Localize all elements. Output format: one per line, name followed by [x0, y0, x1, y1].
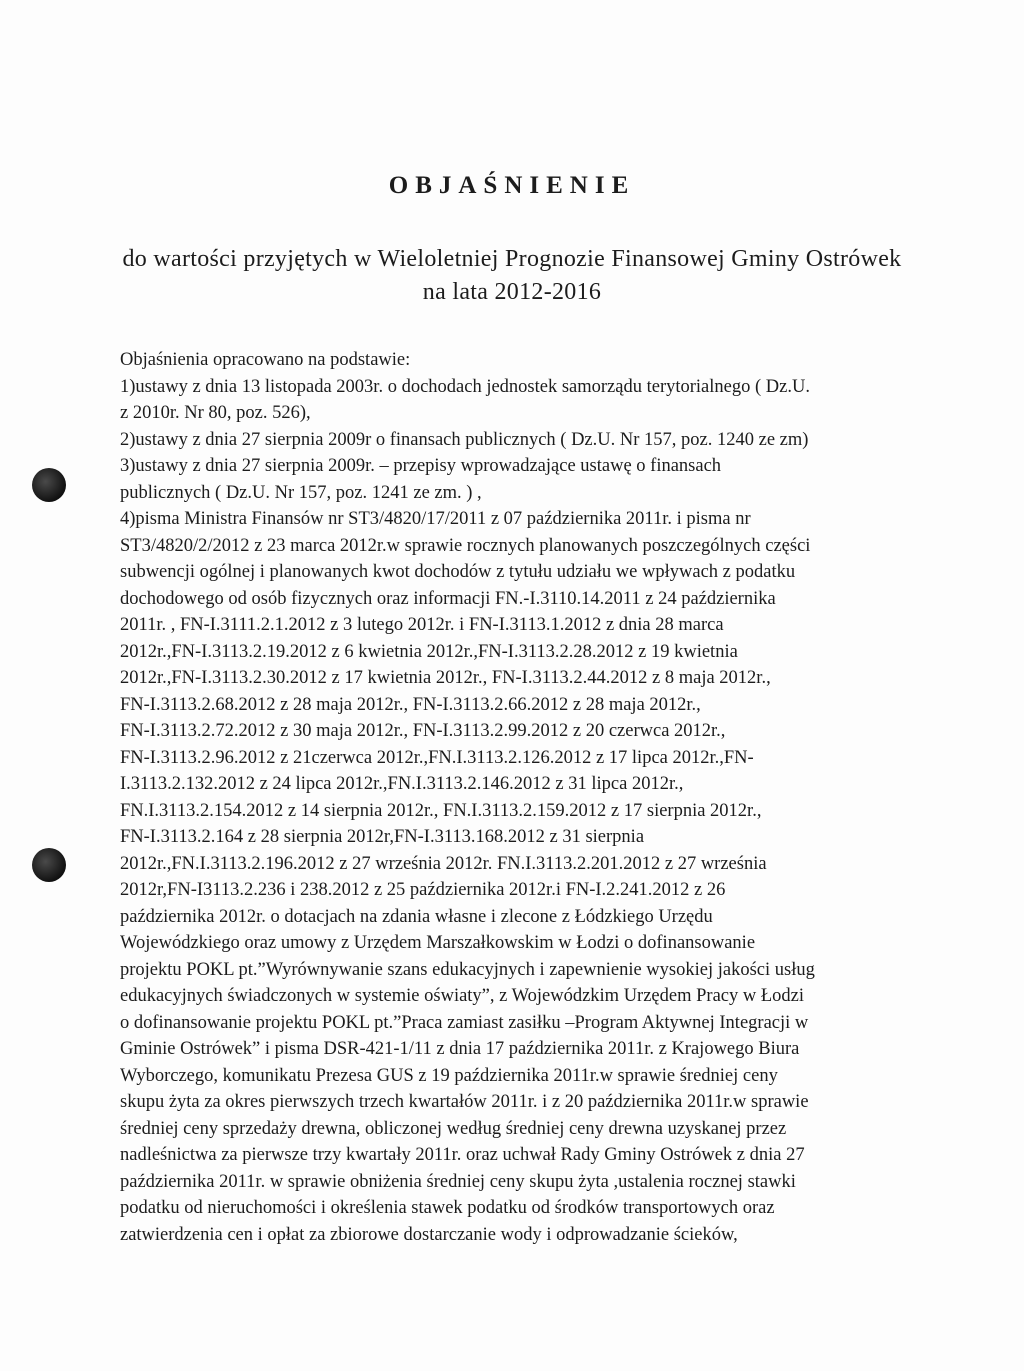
punch-hole-top [32, 468, 66, 502]
document-title: OBJAŚNIENIE [388, 172, 636, 199]
body-line: nadleśnictwa za pierwsze trzy kwartały 2011r. oraz uchwał Rady Gminy Ostrówek z dnia 27 [120, 1145, 805, 1165]
body-line: FN-I.3113.2.164 z 28 sierpnia 2012r,FN-I.3113.168.2012 z 31 sierpnia [120, 827, 645, 847]
body-line: 2)ustawy z dnia 27 sierpnia 2009r o finansach publicznych ( Dz.U. Nr 157, poz. 1240 ze zm) [120, 429, 809, 450]
document-subtitle [0, 243, 1024, 309]
body-line: 2011r. , FN-I.3111.2.1.2012 z 3 lutego 2012r. i FN-I.3113.1.2012 z dnia 28 marca [120, 615, 724, 635]
body-line: podatku od nieruchomości i określenia stawek podatku od środków transportowych oraz [120, 1198, 775, 1218]
body-line: subwencji ogólnej i planowanych kwot dochodów z tytułu udziału we wpływach z podatku [120, 562, 796, 582]
body-line: edukacyjnych świadczonych w systemie oświaty”, z Wojewódzkim Urzędem Pracy w Łodzi [120, 986, 805, 1006]
body-line: października 2012r. o dotacjach na zdania własne i zlecone z Łódzkiego Urzędu [120, 906, 713, 927]
subtitle-line: na lata 2012-2016 [422, 279, 602, 305]
body-line: października 2011r. w sprawie obniżenia średniej ceny skupu żyta ,ustalenia rocznej stawki [120, 1171, 796, 1192]
body-line: zatwierdzenia cen i opłat za zbiorowe dostarczanie wody i odprowadzanie ścieków, [120, 1224, 738, 1245]
body-line: średniej ceny sprzedaży drewna, obliczonej według średniej ceny drewna uzyskanej przez [120, 1118, 787, 1139]
body-line: ST3/4820/2/2012 z 23 marca 2012r.w sprawie rocznych planowanych poszczególnych części [120, 535, 811, 556]
body-line: o dofinansowanie projektu POKL pt.”Praca zamiast zasiłku –Program Aktywnej Integracji w [120, 1012, 809, 1033]
punch-hole-bottom [32, 848, 66, 882]
body-line: Gminie Ostrówek” i pisma DSR-421-1/11 z dnia 17 października 2011r. z Krajowego Biura [120, 1039, 800, 1059]
body-line: 1)ustawy z dnia 13 listopada 2003r. o dochodach jednostek samorządu terytorialnego ( Dz.U. [120, 376, 810, 397]
body-line: 4)pisma Ministra Finansów nr ST3/4820/17/2011 z 07 października 2011r. i pisma nr [120, 509, 751, 529]
body-line: Objaśnienia opracowano na podstawie: [120, 350, 411, 370]
body-line: FN-I.3113.2.68.2012 z 28 maja 2012r., FN-I.3113.2.66.2012 z 28 maja 2012r., [120, 694, 701, 715]
body-line: 2012r,FN-I3113.2.236 i 238.2012 z 25 października 2012r.i FN-I.2.241.2012 z 26 [120, 880, 726, 900]
body-line: Wyborczego, komunikatu Prezesa GUS z 19 października 2011r.w sprawie średniej ceny [120, 1065, 778, 1086]
body-line: skupu żyta za okres pierwszych trzech kwartałów 2011r. i z 20 października 2011r.w sprawie [120, 1092, 809, 1112]
body-line: 2012r.,FN.I.3113.2.196.2012 z 27 września 2012r. FN.I.3113.2.201.2012 z 27 września [120, 853, 767, 874]
body-line: I.3113.2.132.2012 z 24 lipca 2012r.,FN.I.3113.2.146.2012 z 31 lipca 2012r., [120, 774, 684, 794]
body-line: z 2010r. Nr 80, poz. 526), [120, 403, 311, 423]
body-line: projektu POKL pt.”Wyrównywanie szans edukacyjnych i zapewnienie wysokiej jakości usług [120, 959, 815, 980]
body-line: 2012r.,FN-I.3113.2.30.2012 z 17 kwietnia 2012r., FN-I.3113.2.44.2012 z 8 maja 2012r., [120, 668, 771, 688]
body-line: publicznych ( Dz.U. Nr 157, poz. 1241 ze zm. ) , [120, 482, 482, 503]
body-line: FN.I.3113.2.154.2012 z 14 sierpnia 2012r., FN.I.3113.2.159.2012 z 17 sierpnia 2012r., [120, 800, 762, 821]
document-body [120, 347, 920, 1248]
body-line: Wojewódzkiego oraz umowy z Urzędem Marszałkowskim w Łodzi o dofinansowanie [120, 933, 756, 953]
subtitle-line: do wartości przyjętych w Wieloletniej Prognozie Finansowej Gminy Ostrówek [122, 246, 902, 272]
body-line: 2012r.,FN-I.3113.2.19.2012 z 6 kwietnia 2012r.,FN-I.3113.2.28.2012 z 19 kwietnia [120, 641, 738, 662]
body-line: 3)ustawy z dnia 27 sierpnia 2009r. – przepisy wprowadzające ustawę o finansach [120, 456, 722, 476]
body-line: FN-I.3113.2.96.2012 z 21czerwca 2012r.,FN.I.3113.2.126.2012 z 17 lipca 2012r.,FN- [120, 747, 754, 768]
body-line: dochodowego od osób fizycznych oraz informacji FN.-I.3110.14.2011 z 24 października [120, 588, 776, 609]
body-line: FN-I.3113.2.72.2012 z 30 maja 2012r., FN-I.3113.2.99.2012 z 20 czerwca 2012r., [120, 721, 726, 741]
